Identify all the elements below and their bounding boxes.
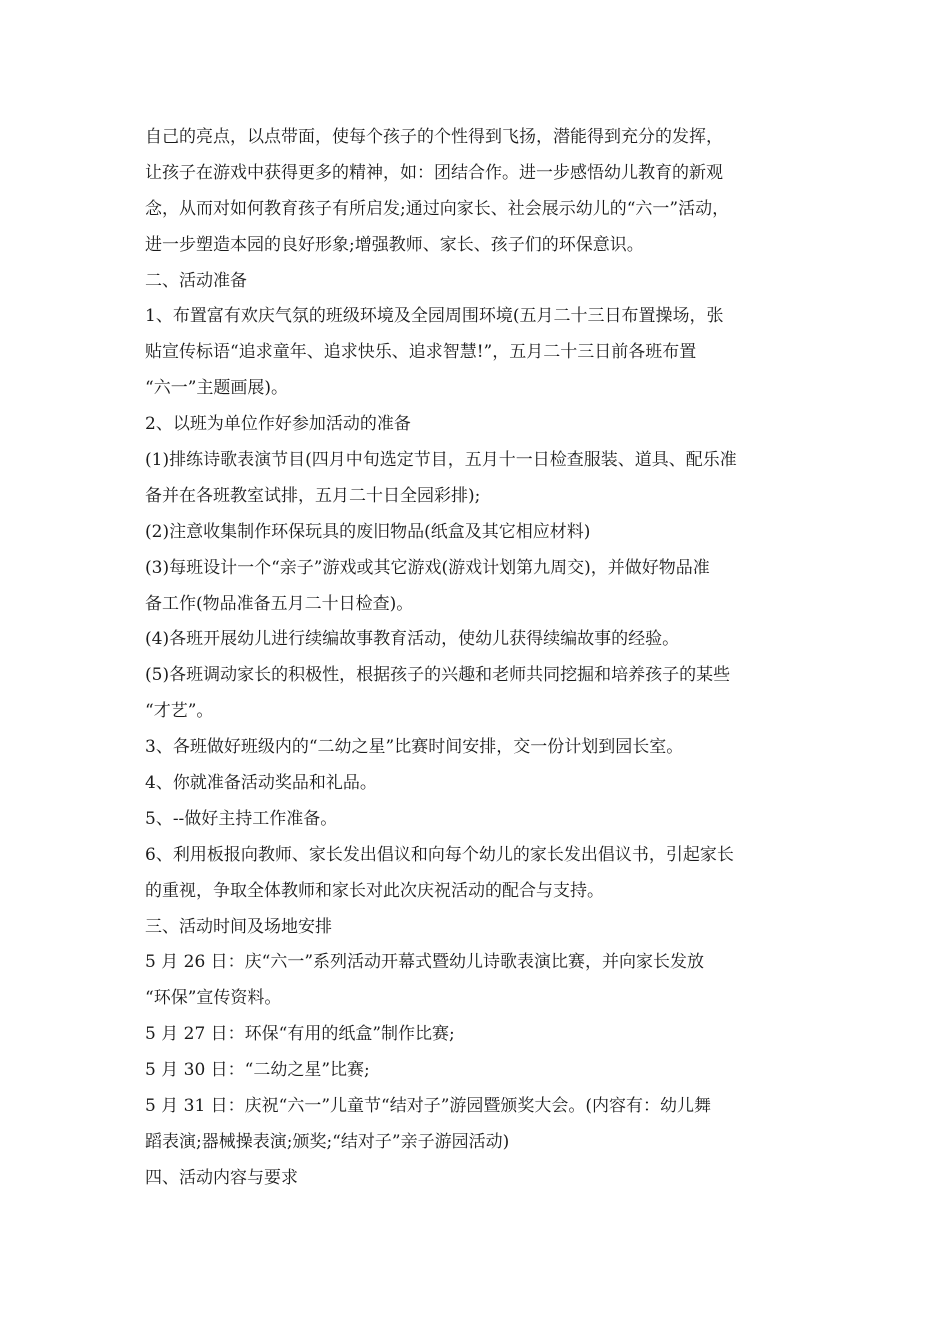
section-heading: 二、活动准备 — [145, 270, 247, 291]
list-item-text: 4、你就准备活动奖品和礼品。 — [145, 773, 377, 794]
body-text-line: 让孩子在游戏中获得更多的精神，如：团结合作。进一步感悟幼儿教育的新观 — [145, 162, 723, 183]
sub-item-text: (2)注意收集制作环保玩具的废旧物品(纸盒及其它相应材料) — [145, 521, 591, 542]
list-item-text: 3、各班做好班级内的“二幼之星”比赛时间安排，交一份计划到园长室。 — [145, 737, 684, 758]
sub-item-text: 备工作(物品准备五月二十日检查)。 — [145, 593, 414, 614]
section-heading: 三、活动时间及场地安排 — [145, 916, 332, 937]
list-item-text: 6、利用板报向教师、家长发出倡议和向每个幼儿的家长发出倡议书，引起家长 — [145, 844, 734, 865]
list-item-text: 1、布置富有欢庆气氛的班级环境及全园周围环境(五月二十三日布置操场，张 — [145, 306, 724, 327]
sub-item-text: “才艺”。 — [145, 701, 214, 722]
schedule-item-text: 5 月 27 日：环保“有用的纸盒”制作比赛; — [145, 1024, 455, 1045]
list-item-text: 的重视，争取全体教师和家长对此次庆祝活动的配合与支持。 — [145, 880, 604, 901]
list-item-text: 5、--做好主持工作准备。 — [145, 808, 338, 829]
sub-item-text: 备并在各班教室试排，五月二十日全园彩排); — [145, 485, 481, 506]
list-item-text: “六一”主题画展)。 — [145, 378, 289, 399]
sub-item-text: (4)各班开展幼儿进行续编故事教育活动，使幼儿获得续编故事的经验。 — [145, 629, 680, 650]
body-text-line: 念，从而对如何教育孩子有所启发;通过向家长、社会展示幼儿的“六一”活动， — [145, 198, 730, 219]
document-body — [145, 120, 810, 1197]
list-item-text: 2、以班为单位作好参加活动的准备 — [145, 414, 411, 435]
body-text-line: 进一步塑造本园的良好形象;增强教师、家长、孩子们的环保意识。 — [145, 234, 644, 255]
schedule-item-text: 5 月 30 日：“二幼之星”比赛; — [145, 1060, 370, 1081]
body-text-line: 自己的亮点，以点带面，使每个孩子的个性得到飞扬，潜能得到充分的发挥， — [145, 127, 723, 147]
sub-item-text: (3)每班设计一个“亲子”游戏或其它游戏(游戏计划第九周交)，并做好物品准 — [145, 557, 710, 578]
section-heading: 四、活动内容与要求 — [145, 1167, 298, 1188]
schedule-item-text: “环保”宣传资料。 — [145, 988, 282, 1009]
schedule-item-text: 5 月 31 日：庆祝“六一”儿童节“结对子”游园暨颁奖大会。(内容有：幼儿舞 — [145, 1096, 712, 1117]
sub-item-text: (5)各班调动家长的积极性，根据孩子的兴趣和老师共同挖掘和培养孩子的某些 — [145, 665, 731, 686]
list-item-text: 贴宣传标语“追求童年、追求快乐、追求智慧!”，五月二十三日前各班布置 — [145, 342, 697, 363]
schedule-item-text: 5 月 26 日：庆“六一”系列活动开幕式暨幼儿诗歌表演比赛，并向家长发放 — [145, 952, 705, 973]
schedule-item-text: 蹈表演;器械操表演;颁奖;“结对子”亲子游园活动) — [145, 1131, 510, 1152]
sub-item-text: (1)排练诗歌表演节目(四月中旬选定节目，五月十一日检查服装、道具、配乐准 — [145, 450, 737, 471]
